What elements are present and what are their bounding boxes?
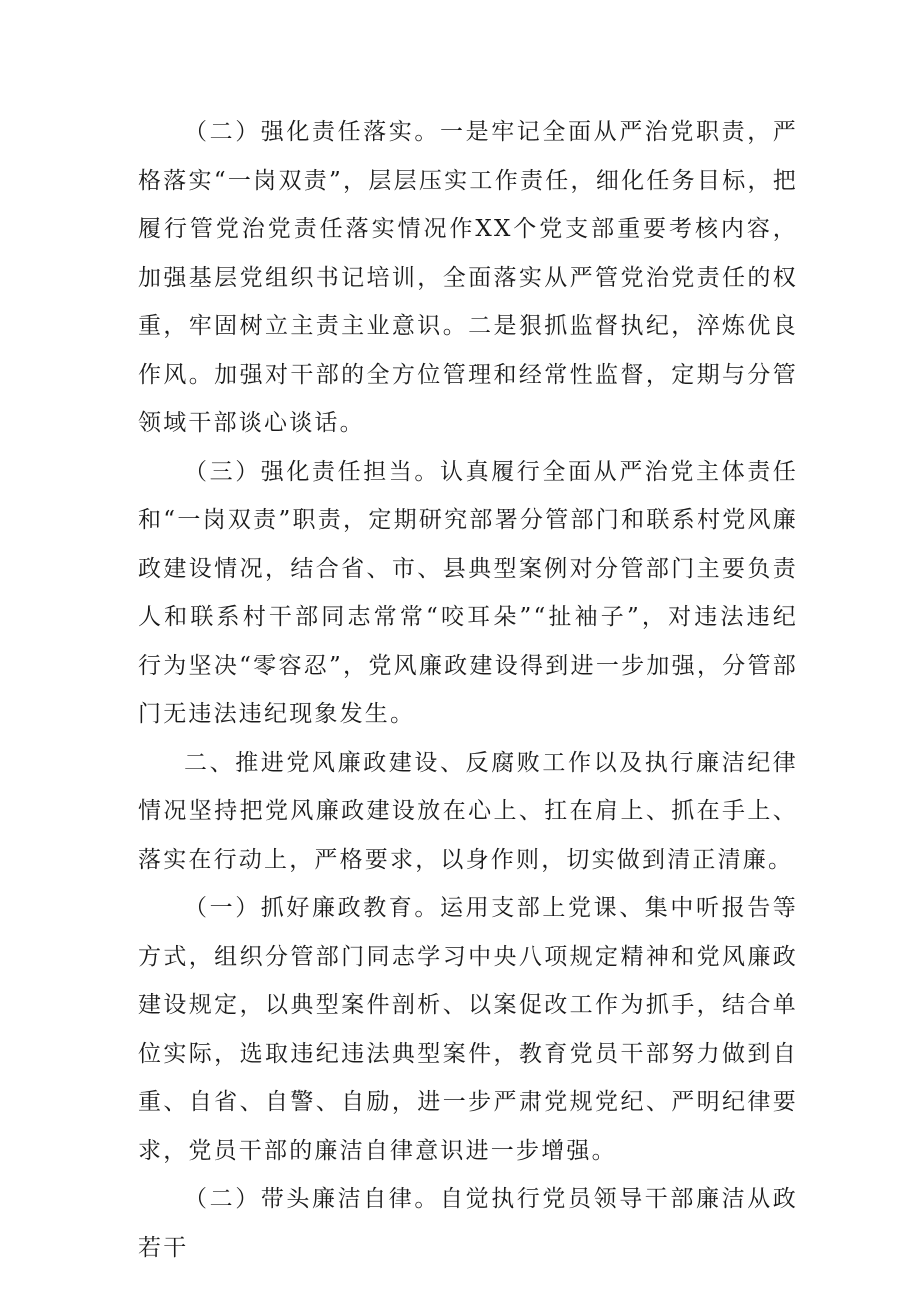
paragraph-integrity-education: （一）抓好廉政教育。运用支部上党课、集中听报告等方式，组织分管部门同志学习中央八项规定精神和党风廉政建设规定，以典型案件剖析、以案促改工作为抓手，结合单位实际，选取违纪违法典型案件，教育党员干部努力做到自重、自省、自警、自励，进一步严肃党规党纪、严明纪律要求，党员干部的廉洁自律意识进一步增强。 xyxy=(138,895,798,1164)
paragraph-responsibility-commitment: （三）强化责任担当。认真履行全面从严治党主体责任和“一岗双责”职责，定期研究部署分管部门和联系村党风廉政建设情况，结合省、市、县典型案例对分管部门主要负责人和联系村干部同志常常“咬耳朵”“扯袖子”，对违法违纪行为坚决“零容忍”，党风廉政建设得到进一步加强，分管部门无违法违纪现象发生。 xyxy=(138,458,798,727)
document-body xyxy=(138,108,798,1272)
paragraph-section-two-heading: 二、推进党风廉政建设、反腐败工作以及执行廉洁纪律情况坚持把党风廉政建设放在心上、扛在肩上、抓在手上、落实在行动上，严格要求，以身作则，切实做到清正清廉。 xyxy=(138,749,798,873)
paragraph-responsibility-implementation: （二）强化责任落实。一是牢记全面从严治党职责，严格落实“一岗双责”，层层压实工作责任，细化任务目标，把履行管党治党责任落实情况作XX个党支部重要考核内容，加强基层党组织书记培训，全面落实从严管党治党责任的权重，牢固树立主责主业意识。二是狠抓监督执纪，淬炼优良作风。加强对干部的全方位管理和经常性监督，定期与分管领域干部谈心谈话。 xyxy=(138,119,798,436)
paragraph-self-discipline: （二）带头廉洁自律。自觉执行党员领导干部廉洁从政若干 xyxy=(138,1186,798,1261)
